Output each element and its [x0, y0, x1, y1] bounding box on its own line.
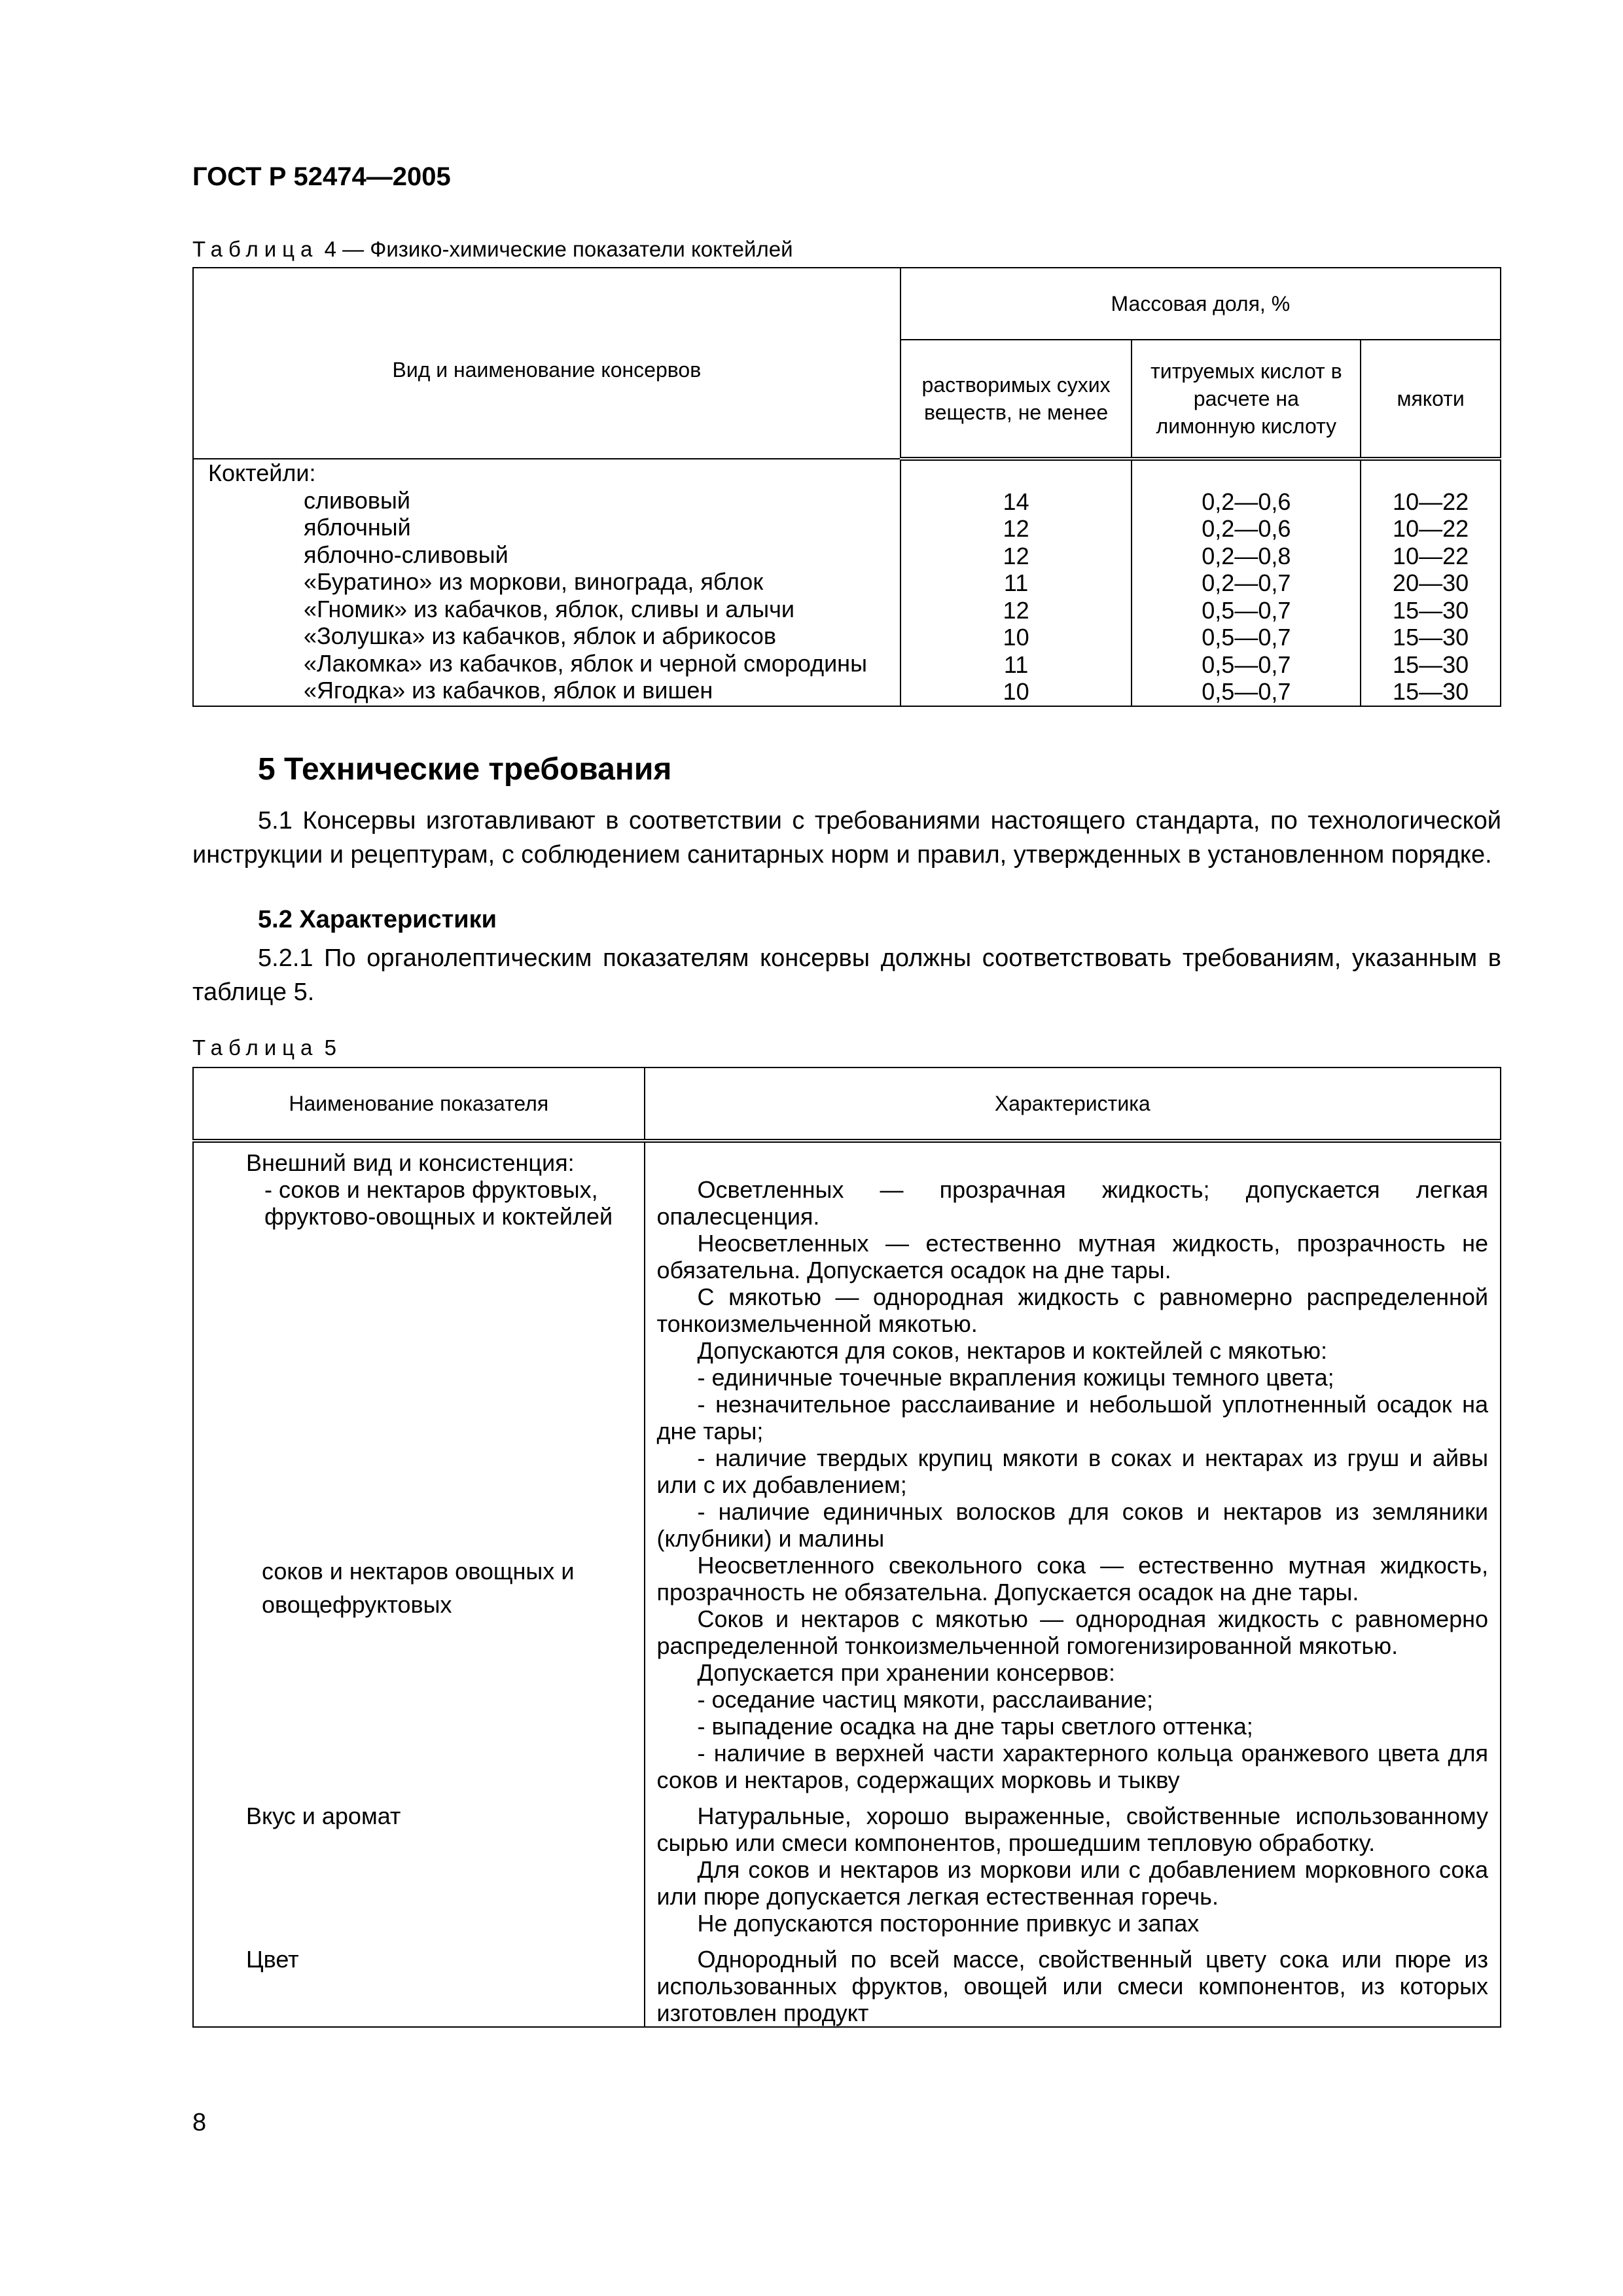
table4-row-name: сливовый	[304, 486, 410, 514]
table4-header-group: Массовая доля, %	[901, 268, 1501, 340]
table4-pulp-value: 10—22	[1393, 542, 1469, 569]
subsection-heading: 5.2 Характеристики	[258, 906, 497, 933]
table4-row-name: «Буратино» из моркови, винограда, яблок	[304, 568, 764, 595]
document-id: ГОСТ Р 52474—2005	[192, 162, 451, 191]
table4-pulp-value: 15—30	[1393, 624, 1469, 651]
table5-indicator-cell: соков и нектаров овощных и овощефруктовых	[193, 1552, 645, 1793]
table4-solids-value: 11	[1003, 651, 1029, 678]
table4-header-name: Вид и наименование консервов	[193, 268, 901, 459]
table-row	[193, 1552, 1501, 1793]
table4-pulp-value: 15—30	[1393, 678, 1469, 705]
table4-acids-value: 0,2—0,6	[1202, 488, 1291, 515]
table4-row-name: яблочный	[304, 514, 411, 541]
table4-header-solids: растворимых сухих веществ, не менее	[901, 340, 1132, 459]
table4-acids-value: 0,5—0,7	[1202, 596, 1291, 624]
table5-characteristic-cell: Осветленных — прозрачная жидкость; допускается легкая опалесценция. Неосветленных — естественно мутная жидкость, прозрачность не обязательна. Допускается осадок на дне тары. С мякотью — однородная жидкость с равномерно распределенной тонкоизмельченной мякотью. Допускаются для соков, нектаров и коктейлей с мякотью: - единичные точечные вкрапления кожицы темного цвета; - незначительное расслаивание и небольшой уплотненный осадок на дне тары; - наличие твердых крупиц мякоти в соках и нектарах из груш и айвы или с их добавлением; - наличие единичных волосков для соков и нектаров из земляники (клубники) и малины	[645, 1141, 1501, 1552]
table5-characteristic-cell: Однородный по всей массе, свойственный цвету сока или пюре из использованных фруктов, овощей или смеси компонентов, из которых изготовлен продукт	[645, 1937, 1501, 2027]
paragraph-5-1: 5.1 Консервы изготавливают в соответствии с требованиями настоящего стандарта, по технологической инструкции и рецептурам, с соблюдением санитарных норм и правил, утвержденных в установленном порядке.	[192, 807, 1501, 869]
table4-pulp-cell	[1361, 459, 1501, 706]
page-number: 8	[192, 2109, 207, 2136]
table4-header-pulp: мякоти	[1361, 340, 1501, 459]
table4-solids-value: 14	[1003, 488, 1029, 515]
table4-acids-value: 0,5—0,7	[1202, 678, 1291, 705]
table5-characteristic-cell: Неосветленного свекольного сока — естественно мутная жидкость, прозрачность не обязательна. Допускается осадок на дне тары. Соков и нектаров с мякотью — однородная жидкость с равномерно распределенной тонкоизмельченной гомогенизированной мякотью. Допускается при хранении консервов: - оседание частиц мякоти, расслаивание; - выпадение осадка на дне тары светлого оттенка; - наличие в верхней части характерного кольца оранжевого цвета для соков и нектаров, содержащих морковь и тыкву	[645, 1552, 1501, 1793]
table4-pulp-value: 15—30	[1393, 651, 1469, 678]
table4-solids-value: 10	[1003, 678, 1029, 705]
table4-solids-value: 10	[1003, 624, 1029, 651]
table4-pulp-value: 10—22	[1393, 488, 1469, 515]
paragraph-5-2-1: 5.2.1 По органолептическим показателям консервы должны соответствовать требованиям, указанным в таблице 5.	[192, 944, 1501, 1006]
table5-header-characteristic: Характеристика	[645, 1067, 1501, 1141]
table4-solids-value: 12	[1003, 596, 1029, 624]
section-heading: 5 Технические требования	[258, 752, 672, 787]
table-row	[193, 1793, 1501, 1937]
table4-acids-value: 0,5—0,7	[1202, 651, 1291, 678]
table4-row-name: яблочно-сливовый	[304, 541, 508, 568]
table4-acids-value: 0,2—0,7	[1202, 569, 1291, 596]
table5-indicator-cell: Вкус и аромат	[193, 1793, 645, 1937]
table4-acids-value: 0,5—0,7	[1202, 624, 1291, 651]
table4	[192, 267, 1501, 707]
table4-row-name: «Золушка» из кабачков, яблок и абрикосов	[304, 622, 777, 649]
table4-caption-text: 4 — Физико-химические показатели коктейлей	[324, 237, 793, 261]
table4-solids-cell	[901, 459, 1132, 706]
table4-pulp-value: 20—30	[1393, 569, 1469, 596]
table5-caption-number: 5	[324, 1035, 336, 1060]
table4-row-name: «Ягодка» из кабачков, яблок и вишен	[304, 677, 713, 704]
table5-caption-label: Таблица	[192, 1035, 319, 1060]
table4-group-label: Коктейли:	[208, 459, 316, 486]
table4-caption-label: Таблица	[192, 237, 319, 261]
table5-characteristic-cell: Натуральные, хорошо выраженные, свойственные использованному сырью или смеси компонентов, прошедшим тепловую обработку. Для соков и нектаров из моркови или с добавлением морковного сока или пюре допускается легкая естественная горечь. Не допускаются посторонние привкус и запах	[645, 1793, 1501, 1937]
table4-solids-value: 11	[1003, 569, 1029, 596]
table4-names-cell	[193, 459, 901, 706]
table4-pulp-value: 15—30	[1393, 596, 1469, 624]
table4-solids-value: 12	[1003, 515, 1029, 542]
table4-row-name: «Гномик» из кабачков, яблок, сливы и алычи	[304, 595, 794, 622]
table5-caption	[192, 1035, 336, 1060]
table4-acids-value: 0,2—0,6	[1202, 515, 1291, 542]
table4-solids-value: 12	[1003, 542, 1029, 569]
table4-acids-value: 0,2—0,8	[1202, 542, 1291, 569]
table5-indicator-cell: Внешний вид и консистенция: - соков и нектаров фруктовых, фруктово-овощных и коктейлей	[193, 1141, 645, 1552]
table5-header-indicator: Наименование показателя	[193, 1067, 645, 1141]
table5-indicator-cell: Цвет	[193, 1937, 645, 2027]
table4-row-name: «Лакомка» из кабачков, яблок и черной смородины	[304, 649, 867, 677]
table5	[192, 1067, 1501, 2028]
table-row	[193, 1937, 1501, 2027]
table4-caption	[192, 237, 793, 262]
table-row	[193, 1141, 1501, 1552]
table4-acids-cell	[1132, 459, 1361, 706]
table4-pulp-value: 10—22	[1393, 515, 1469, 542]
table4-header-acids: титруемых кислот в расчете на лимонную кислоту	[1132, 340, 1361, 459]
